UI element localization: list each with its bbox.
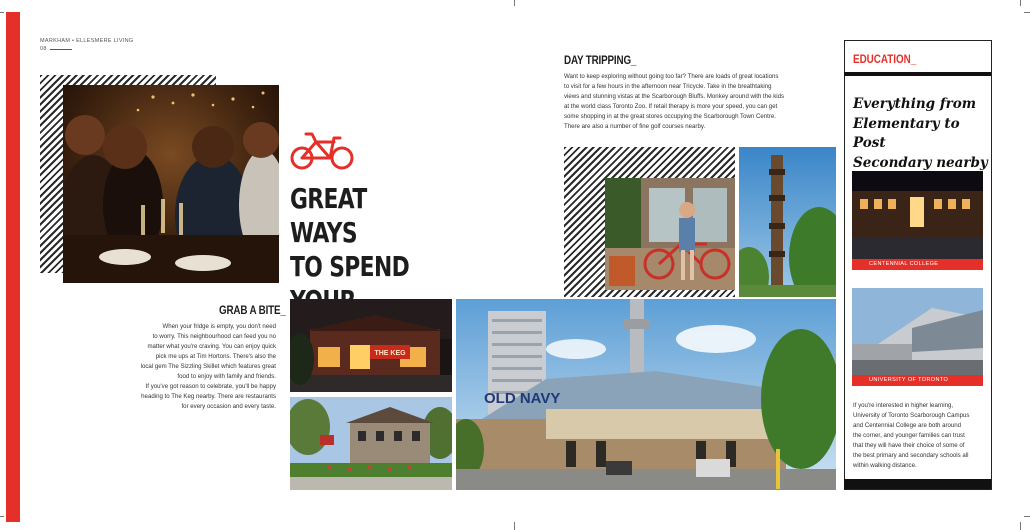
body-line: heading to The Keg nearby. There are restaurants — [141, 393, 276, 400]
body-line: some shopping in at the great stores occupying the Scarborough Town Centre. — [564, 113, 776, 120]
crop-mark — [1024, 516, 1030, 517]
page-number: 08 — [40, 46, 47, 52]
university-of-toronto-photo — [852, 288, 983, 375]
body-line: Want to keep exploring without going too far? There are loads of great locations — [564, 73, 779, 80]
education-bottom-bar — [844, 479, 991, 489]
university-of-toronto-caption: UNIVERSITY OF TORONTO — [852, 375, 983, 386]
crop-mark — [514, 0, 515, 6]
bicycle-icon-svg — [290, 128, 354, 172]
body-line: views and stunning vistas at the Scarborough Bluffs. Monkey around with the kids — [564, 93, 785, 100]
keg-sign: THE KEG — [374, 350, 406, 357]
education-body — [853, 401, 989, 471]
red-edge-bar — [6, 12, 20, 522]
crop-mark — [1024, 12, 1030, 13]
body-line: at the world class Toronto Zoo. If retail therapy is more your speed, you can get — [564, 103, 778, 110]
tagline-line: Secondary nearby — [853, 154, 988, 171]
education-heading: EDUCATION_ — [853, 52, 917, 66]
tagline-line: Everything from — [853, 96, 977, 112]
historic-house-photo — [290, 397, 452, 490]
body-line: for every occasion and every taste. — [181, 403, 276, 410]
crop-mark — [0, 516, 4, 517]
body-line: food to enjoy with family and friends. — [177, 373, 276, 380]
headline-line-1: GREAT WAYS — [290, 182, 367, 249]
body-line: to visit for a few hours in the afternoon near Tricycle. Take in the breathtaking — [564, 83, 772, 90]
restaurant-photo-art — [290, 299, 452, 392]
body-line: University of Toronto Scarborough Campus — [853, 412, 970, 419]
body-line: within walking distance. — [853, 462, 917, 469]
day-tripping-body — [564, 72, 814, 132]
crop-mark — [1020, 0, 1021, 6]
college-photo-art — [852, 171, 983, 259]
body-line: If you've got reason to celebrate, you'll be happy — [145, 383, 276, 390]
woman-with-bicycle-photo — [605, 178, 735, 290]
dining-friends-photo — [63, 85, 279, 283]
shopping-mall-photo — [456, 299, 836, 490]
day-tripping-heading: DAY TRIPPING_ — [564, 53, 637, 67]
dining-photo-art — [63, 85, 279, 283]
tagline-line: Elementary to Post — [853, 115, 960, 151]
grab-a-bite-body — [128, 322, 276, 412]
body-line: pick me ups at Tim Hortons. There's also the — [155, 353, 276, 360]
old-navy-sign: OLD NAVY — [484, 390, 561, 407]
body-line: matter what you're craving. You can enjoy quick — [147, 343, 276, 350]
headline-line-2: TO SPEND — [290, 250, 410, 283]
body-line: that they will have their choice of some of — [853, 442, 965, 449]
bicycle-icon — [290, 128, 354, 172]
body-line: If you're interested in higher learning, — [853, 402, 954, 409]
folio-page-number — [40, 45, 133, 53]
education-rule — [844, 72, 991, 76]
crop-mark — [1020, 522, 1021, 530]
totem-photo-art — [739, 147, 836, 297]
body-line: When your fridge is empty, you don't need — [162, 323, 276, 330]
body-line: There are also a number of fine golf courses nearby. — [564, 123, 706, 130]
folio-rule — [50, 49, 72, 50]
body-line: and Centennial College are both around — [853, 422, 962, 429]
centennial-college-caption: CENTENNIAL COLLEGE — [852, 259, 983, 270]
crop-mark — [514, 522, 515, 530]
totem-pole-photo — [739, 147, 836, 297]
body-line: local gem The Sizzling Skillet which features great — [140, 363, 276, 370]
mall-photo-art — [456, 299, 836, 490]
house-photo-art — [290, 397, 452, 490]
education-tagline — [853, 95, 988, 173]
folio — [40, 37, 133, 53]
bike-photo-art — [605, 178, 735, 290]
university-photo-art — [852, 288, 983, 375]
body-line: the best primary and secondary schools all — [853, 452, 969, 459]
restaurant-night-photo — [290, 299, 452, 392]
grab-a-bite-heading: GRAB A BITE_ — [219, 303, 286, 317]
folio-publication: MARKHAM • ELLESMERE LIVING — [40, 38, 134, 44]
body-line: to worry. This neighbourhood can feed you no — [152, 333, 276, 340]
centennial-college-photo — [852, 171, 983, 259]
body-line: the corner, and younger families can trust — [853, 432, 965, 439]
crop-mark — [0, 12, 4, 13]
